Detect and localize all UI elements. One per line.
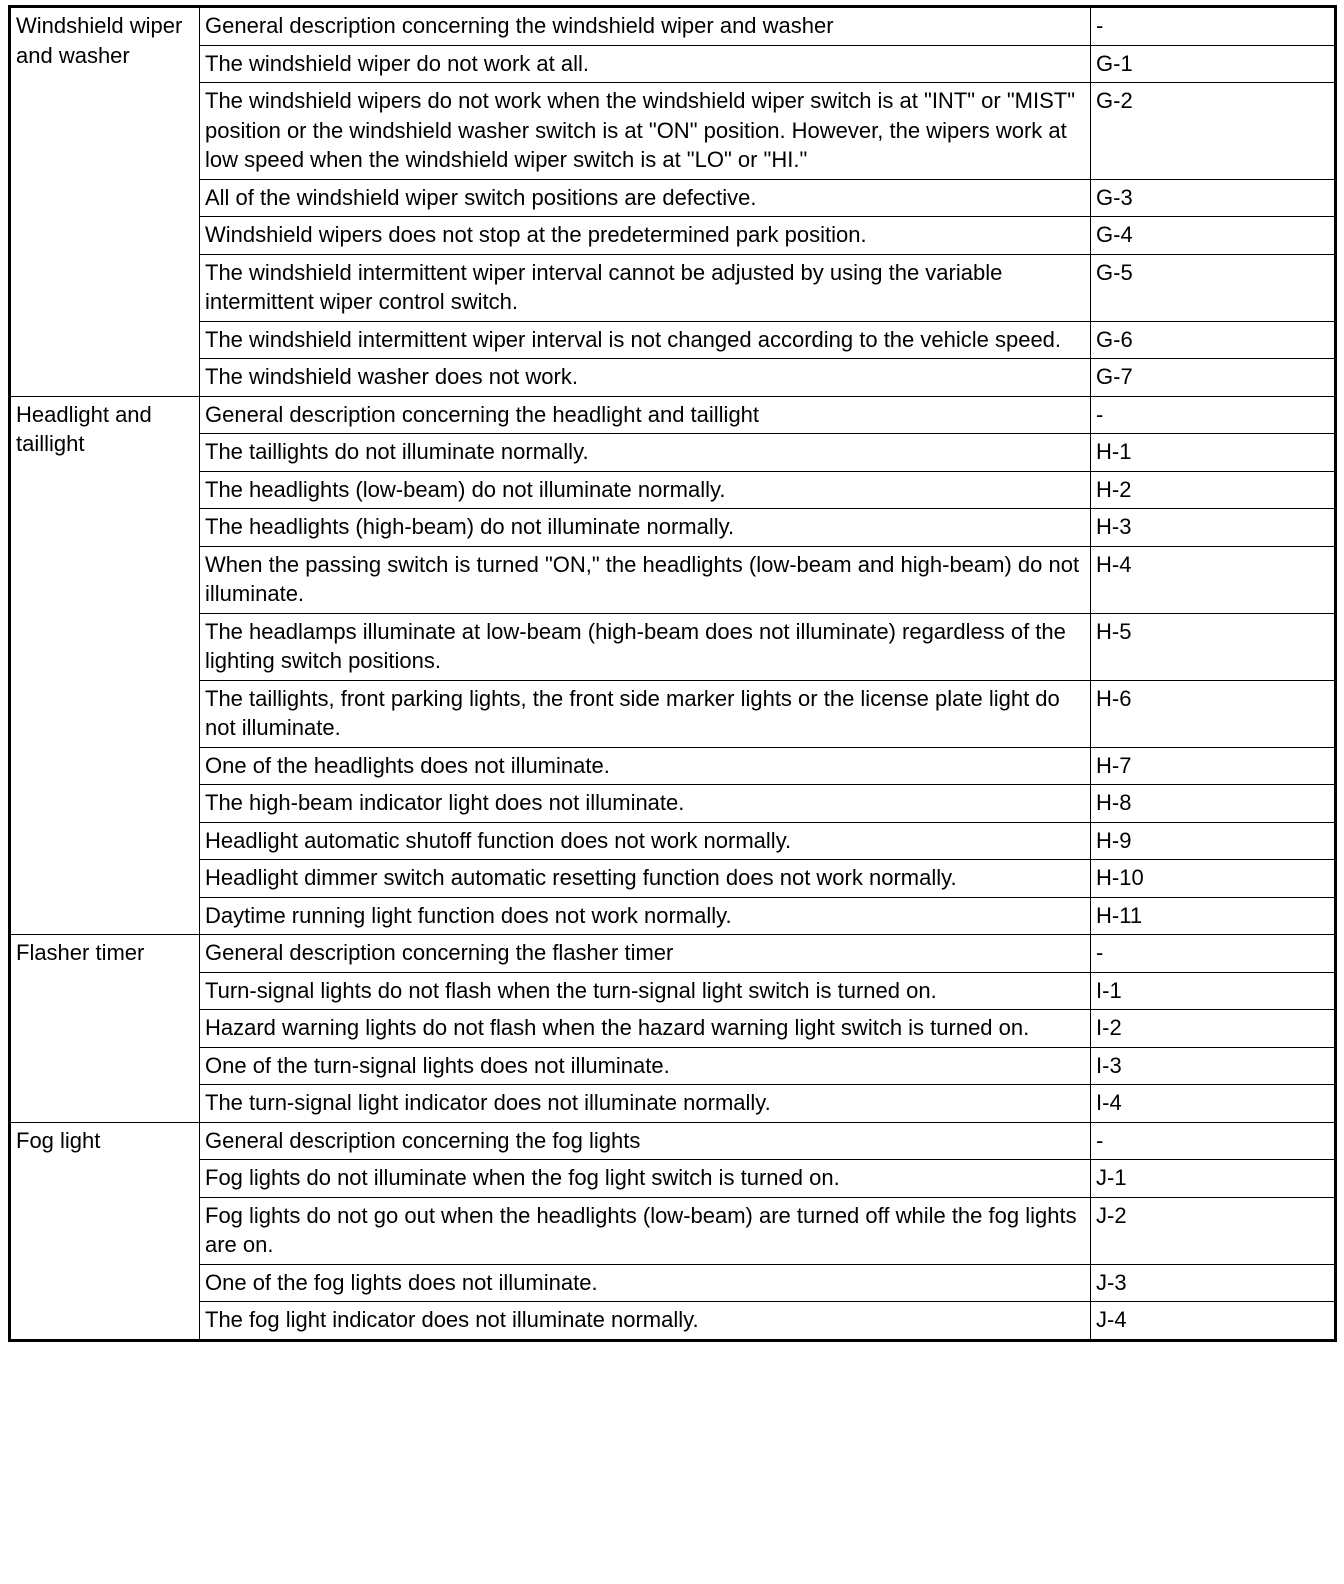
symptom-description: Headlight automatic shutoff function does not work normally.: [200, 822, 1091, 860]
symptom-reference: -: [1091, 7, 1336, 46]
table-row: [10, 1302, 1336, 1341]
table-row: [10, 359, 1336, 397]
symptom-description: The windshield intermittent wiper interval cannot be adjusted by using the variable intermittent wiper control switch.: [200, 254, 1091, 321]
symptom-reference: H-8: [1091, 785, 1336, 823]
system-group-label: Flasher timer: [10, 935, 200, 1123]
table-row: [10, 45, 1336, 83]
symptom-reference: H-3: [1091, 509, 1336, 547]
symptom-description: General description concerning the flasher timer: [200, 935, 1091, 973]
table-row: [10, 396, 1336, 434]
symptom-table-body: [10, 7, 1336, 1341]
symptom-reference: H-5: [1091, 613, 1336, 680]
symptom-reference: -: [1091, 396, 1336, 434]
table-row: [10, 179, 1336, 217]
table-row: [10, 546, 1336, 613]
table-row: [10, 1047, 1336, 1085]
table-row: [10, 83, 1336, 180]
symptom-description: Daytime running light function does not work normally.: [200, 897, 1091, 935]
symptom-reference: I-1: [1091, 972, 1336, 1010]
symptom-reference: G-6: [1091, 321, 1336, 359]
symptom-description: The windshield wipers do not work when the windshield wiper switch is at "INT" or "MIST" position or the windshield washer switch is at "ON" position. However, the wipers work at low speed when the windshield wiper switch is at "LO" or "HI.": [200, 83, 1091, 180]
table-row: [10, 321, 1336, 359]
table-row: [10, 972, 1336, 1010]
symptom-reference: H-2: [1091, 471, 1336, 509]
table-row: [10, 1122, 1336, 1160]
system-group-label: Windshield wiper and washer: [10, 7, 200, 397]
table-row: [10, 254, 1336, 321]
symptom-reference: -: [1091, 1122, 1336, 1160]
symptom-reference: J-1: [1091, 1160, 1336, 1198]
table-row: [10, 613, 1336, 680]
symptom-reference: J-3: [1091, 1264, 1336, 1302]
symptom-description: Hazard warning lights do not flash when the hazard warning light switch is turned on.: [200, 1010, 1091, 1048]
symptom-reference: H-9: [1091, 822, 1336, 860]
symptom-reference: J-4: [1091, 1302, 1336, 1341]
symptom-description: Fog lights do not go out when the headlights (low-beam) are turned off while the fog lights are on.: [200, 1197, 1091, 1264]
symptom-reference: G-5: [1091, 254, 1336, 321]
symptom-reference: G-4: [1091, 217, 1336, 255]
table-row: [10, 1264, 1336, 1302]
symptom-description: The turn-signal light indicator does not illuminate normally.: [200, 1085, 1091, 1123]
symptom-description: General description concerning the windshield wiper and washer: [200, 7, 1091, 46]
symptom-description: The headlamps illuminate at low-beam (high-beam does not illuminate) regardless of the lighting switch positions.: [200, 613, 1091, 680]
symptom-description: One of the turn-signal lights does not illuminate.: [200, 1047, 1091, 1085]
table-row: [10, 747, 1336, 785]
symptom-description: All of the windshield wiper switch positions are defective.: [200, 179, 1091, 217]
symptom-reference: H-1: [1091, 434, 1336, 472]
table-row: [10, 509, 1336, 547]
symptom-description: The headlights (high-beam) do not illuminate normally.: [200, 509, 1091, 547]
symptom-description: Turn-signal lights do not flash when the turn-signal light switch is turned on.: [200, 972, 1091, 1010]
symptom-reference: G-1: [1091, 45, 1336, 83]
table-row: [10, 897, 1336, 935]
symptom-reference: I-3: [1091, 1047, 1336, 1085]
symptom-reference: H-10: [1091, 860, 1336, 898]
symptom-description: The windshield intermittent wiper interval is not changed according to the vehicle speed.: [200, 321, 1091, 359]
table-row: [10, 1160, 1336, 1198]
symptom-reference: G-7: [1091, 359, 1336, 397]
symptom-description: Fog lights do not illuminate when the fog light switch is turned on.: [200, 1160, 1091, 1198]
symptom-description: Windshield wipers does not stop at the predetermined park position.: [200, 217, 1091, 255]
table-row: [10, 822, 1336, 860]
symptom-description: The headlights (low-beam) do not illuminate normally.: [200, 471, 1091, 509]
table-row: [10, 471, 1336, 509]
symptom-table: [8, 5, 1337, 1342]
symptom-description: The windshield wiper do not work at all.: [200, 45, 1091, 83]
table-row: [10, 860, 1336, 898]
symptom-description: The taillights, front parking lights, the front side marker lights or the license plate light do not illuminate.: [200, 680, 1091, 747]
system-group-label: Headlight and taillight: [10, 396, 200, 935]
symptom-reference: I-4: [1091, 1085, 1336, 1123]
symptom-description: The taillights do not illuminate normally.: [200, 434, 1091, 472]
symptom-reference: G-3: [1091, 179, 1336, 217]
symptom-description: One of the headlights does not illuminate.: [200, 747, 1091, 785]
table-row: [10, 785, 1336, 823]
symptom-reference: H-11: [1091, 897, 1336, 935]
table-row: [10, 434, 1336, 472]
symptom-reference: H-6: [1091, 680, 1336, 747]
table-row: [10, 217, 1336, 255]
symptom-description: When the passing switch is turned "ON," the headlights (low-beam and high-beam) do not illuminate.: [200, 546, 1091, 613]
symptom-description: One of the fog lights does not illuminate.: [200, 1264, 1091, 1302]
symptom-reference: -: [1091, 935, 1336, 973]
table-row: [10, 1085, 1336, 1123]
symptom-reference: I-2: [1091, 1010, 1336, 1048]
symptom-reference: J-2: [1091, 1197, 1336, 1264]
table-row: [10, 935, 1336, 973]
troubleshooting-document: [8, 5, 1334, 1342]
table-row: [10, 680, 1336, 747]
table-row: [10, 1197, 1336, 1264]
symptom-description: The windshield washer does not work.: [200, 359, 1091, 397]
symptom-reference: G-2: [1091, 83, 1336, 180]
symptom-description: The fog light indicator does not illuminate normally.: [200, 1302, 1091, 1341]
table-row: [10, 1010, 1336, 1048]
symptom-description: Headlight dimmer switch automatic resetting function does not work normally.: [200, 860, 1091, 898]
symptom-description: General description concerning the headlight and taillight: [200, 396, 1091, 434]
table-row: [10, 7, 1336, 46]
symptom-reference: H-4: [1091, 546, 1336, 613]
system-group-label: Fog light: [10, 1122, 200, 1340]
symptom-description: The high-beam indicator light does not illuminate.: [200, 785, 1091, 823]
symptom-reference: H-7: [1091, 747, 1336, 785]
symptom-description: General description concerning the fog lights: [200, 1122, 1091, 1160]
